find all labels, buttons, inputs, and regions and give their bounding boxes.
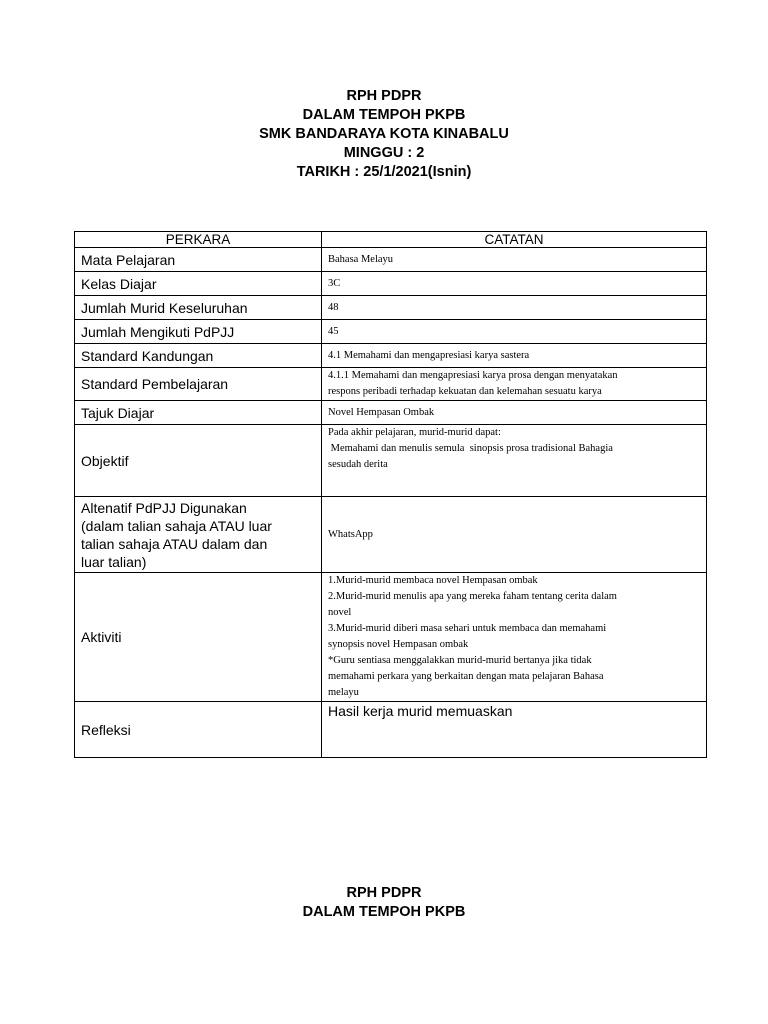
value-line: 2.Murid-murid menulis apa yang mereka faham tentang cerita dalam: [328, 591, 617, 602]
table-row: [75, 344, 707, 368]
row-label: Jumlah Murid Keseluruhan: [75, 296, 322, 320]
table-row: [75, 368, 707, 401]
value-line: melayu: [328, 687, 359, 698]
row-value: Novel Hempasan Ombak: [322, 401, 707, 425]
label-line: talian sahaja ATAU dalam dan: [81, 535, 268, 552]
header-period: DALAM TEMPOH PKPB: [302, 904, 466, 920]
value-line: sesudah derita: [328, 459, 388, 470]
header-title: RPH PDPR: [346, 885, 422, 901]
row-label: Tajuk Diajar: [75, 401, 322, 425]
row-label: Standard Pembelajaran: [75, 368, 322, 401]
label-line: Altenatif PdPJJ Digunakan: [81, 499, 247, 516]
header-title: RPH PDPR: [346, 88, 422, 104]
value-line: memahami perkara yang berkaitan dengan mata pelajaran Bahasa: [328, 671, 604, 682]
row-label: Standard Kandungan: [75, 344, 322, 368]
table-row: [75, 296, 707, 320]
value-line: 1.Murid-murid membaca novel Hempasan ombak: [328, 575, 538, 586]
column-header-perkara: PERKARA: [75, 232, 322, 248]
value-line: respons peribadi terhadap kekuatan dan kelemahan sesuatu karya: [328, 386, 602, 397]
row-label: [75, 497, 322, 573]
row-value: [322, 425, 707, 497]
table-row: [75, 425, 707, 497]
row-label: Refleksi: [75, 702, 322, 758]
row-label: Kelas Diajar: [75, 272, 322, 296]
table-row: [75, 401, 707, 425]
table-row: [75, 320, 707, 344]
table-row: [75, 272, 707, 296]
row-value: 3C: [322, 272, 707, 296]
row-value: 4.1 Memahami dan mengapresiasi karya sastera: [322, 344, 707, 368]
value-line: *Guru sentiasa menggalakkan murid-murid bertanya jika tidak: [328, 655, 592, 666]
header-week: MINGGU : 2: [343, 145, 425, 161]
column-header-catatan: CATATAN: [322, 232, 707, 248]
lesson-plan-table: [74, 231, 707, 758]
header-period: DALAM TEMPOH PKPB: [302, 107, 466, 123]
header-date: TARIKH : 25/1/2021(Isnin): [296, 164, 472, 180]
row-label: Jumlah Mengikuti PdPJJ: [75, 320, 322, 344]
label-line: luar talian): [81, 553, 147, 570]
row-value: [322, 573, 707, 702]
row-value: Hasil kerja murid memuaskan: [322, 702, 707, 758]
row-label: Mata Pelajaran: [75, 248, 322, 272]
table-header-row: [75, 232, 707, 248]
value-line: 4.1.1 Memahami dan mengapresiasi karya prosa dengan menyatakan: [328, 370, 618, 381]
row-value: [322, 368, 707, 401]
table-row: [75, 248, 707, 272]
value-line: 3.Murid-murid diberi masa sehari untuk membaca dan memahami: [328, 623, 607, 634]
row-value: 45: [322, 320, 707, 344]
row-value: WhatsApp: [322, 497, 707, 573]
table-row: [75, 497, 707, 573]
table-row: [75, 573, 707, 702]
row-value: 48: [322, 296, 707, 320]
header-school: SMK BANDARAYA KOTA KINABALU: [259, 126, 509, 142]
row-label: Objektif: [75, 425, 322, 497]
value-line: Memahami dan menulis semula sinopsis prosa tradisional Bahagia: [328, 443, 613, 454]
document-header: [0, 87, 768, 182]
document-header-next-page: [0, 884, 768, 922]
value-line: synopsis novel Hempasan ombak: [328, 639, 469, 650]
value-line: Pada akhir pelajaran, murid-murid dapat:: [328, 427, 501, 438]
value-line: novel: [328, 607, 352, 618]
row-value: Bahasa Melayu: [322, 248, 707, 272]
table-row: [75, 702, 707, 758]
row-label: Aktiviti: [75, 573, 322, 702]
label-line: (dalam talian sahaja ATAU luar: [81, 517, 272, 534]
